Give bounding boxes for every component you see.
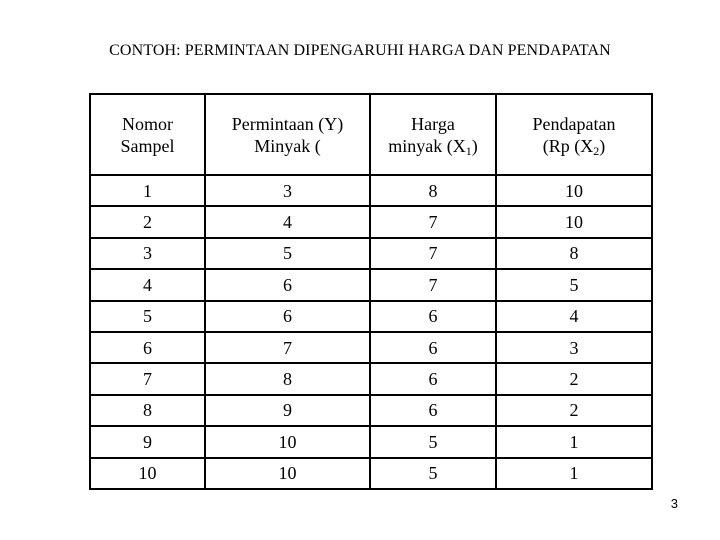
cell-pendapatan: 2 [496,363,652,394]
cell-harga: 6 [370,363,496,394]
cell-nomor: 7 [90,363,205,394]
table-row [90,238,652,269]
cell-permintaan: 10 [205,426,370,457]
cell-pendapatan: 10 [496,175,652,206]
table-row [90,363,652,394]
page-title: CONTOH: PERMINTAAN DIPENGARUHI HARGA DAN PENDAPATAN [109,42,611,59]
table-row [90,206,652,237]
cell-nomor: 5 [90,301,205,332]
cell-nomor: 9 [90,426,205,457]
cell-pendapatan: 2 [496,395,652,426]
cell-harga: 6 [370,301,496,332]
header-pendapatan: Pendapatan (Rp $(X_2)$ [496,94,652,175]
cell-permintaan: 8 [205,363,370,394]
cell-nomor: 3 [90,238,205,269]
cell-permintaan: 3 [205,175,370,206]
cell-pendapatan: 3 [496,332,652,363]
table-row [90,332,652,363]
cell-harga: 7 [370,206,496,237]
cell-nomor: 10 [90,458,205,489]
cell-permintaan: 5 [205,238,370,269]
cell-nomor: 1 [90,175,205,206]
table-row [90,395,652,426]
table-row [90,175,652,206]
cell-nomor: 8 [90,395,205,426]
cell-permintaan: 10 [205,458,370,489]
header-permintaan: Permintaan (Y) Minyak ( [205,94,370,175]
page-number: 3 [670,496,678,511]
header-nomor-sampel: Nomor Sampel [90,94,205,175]
cell-harga: 7 [370,269,496,300]
cell-harga: 7 [370,238,496,269]
cell-pendapatan: 10 [496,206,652,237]
cell-nomor: 6 [90,332,205,363]
cell-harga: 5 [370,426,496,457]
cell-nomor: 4 [90,269,205,300]
cell-pendapatan: 1 [496,458,652,489]
cell-harga: 8 [370,175,496,206]
cell-permintaan: 9 [205,395,370,426]
cell-permintaan: 6 [205,301,370,332]
table-row [90,458,652,489]
table-row [90,269,652,300]
cell-nomor: 2 [90,206,205,237]
header-harga-minyak: Harga minyak $(X_1)$ [370,94,496,175]
cell-pendapatan: 8 [496,238,652,269]
table-row [90,301,652,332]
cell-harga: 5 [370,458,496,489]
cell-permintaan: 7 [205,332,370,363]
table-row [90,426,652,457]
cell-harga: 6 [370,332,496,363]
cell-pendapatan: 4 [496,301,652,332]
cell-pendapatan: 5 [496,269,652,300]
cell-pendapatan: 1 [496,426,652,457]
table-header-row [90,94,652,175]
cell-permintaan: 6 [205,269,370,300]
data-table [89,93,653,490]
cell-permintaan: 4 [205,206,370,237]
cell-harga: 6 [370,395,496,426]
